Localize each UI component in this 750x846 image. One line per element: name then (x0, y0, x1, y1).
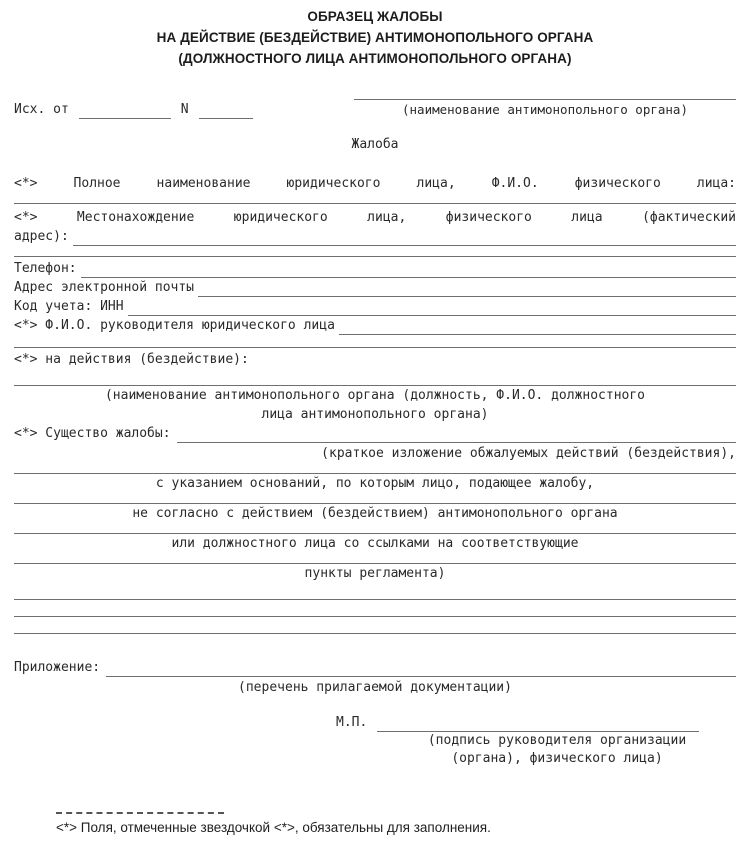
inn-row (14, 297, 736, 316)
actions-caption-2: лица антимонопольного органа) (261, 407, 489, 422)
substance-caption-2: с указанием оснований, по которым лицо, подающее жалобу, (155, 476, 595, 491)
inn-label: Код учета: ИНН (14, 299, 124, 314)
outgoing-label: Исх. от (14, 102, 69, 117)
footnote-text: <*> Поля, отмеченные звездочкой <*>, обязательны для заполнения. (56, 820, 491, 835)
email-input[interactable] (198, 281, 736, 297)
outgoing-number-input[interactable] (199, 104, 253, 119)
phone-input[interactable] (81, 262, 736, 278)
complaint-heading: Жалоба (351, 137, 399, 152)
document-title (0, 0, 750, 69)
stamp-label: М.П. (336, 715, 368, 730)
director-input[interactable] (339, 319, 736, 335)
location-label: <*> Местонахождение юридического лица, физического лица (фактический (14, 210, 736, 225)
signature-caption-2: (органа), физического лица) (451, 751, 663, 766)
authority-name-block (354, 85, 736, 119)
outgoing-date-input[interactable] (79, 104, 171, 119)
full-name-label: <*> Полное наименование юридического лица, Ф.И.О. физического лица: (14, 176, 736, 191)
director-label: <*> Ф.И.О. руководителя юридического лица (14, 318, 335, 333)
substance-caption-4: или должностного лица со ссылками на соответствующие (171, 536, 579, 551)
signature-block (14, 713, 736, 768)
substance-input[interactable] (177, 427, 736, 443)
location-input[interactable] (73, 230, 736, 246)
title-line-1: ОБРАЗЕЦ ЖАЛОБЫ (307, 9, 443, 24)
signature-input[interactable] (377, 716, 699, 732)
authority-name-caption: (наименование антимонопольного органа) (402, 102, 688, 117)
title-line-3: (ДОЛЖНОСТНОГО ЛИЦА АНТИМОНОПОЛЬНОГО ОРГАНА) (178, 51, 572, 66)
footnote-separator (56, 812, 224, 814)
header-outgoing-row (14, 69, 736, 119)
attachment-caption: (перечень прилагаемой документации) (238, 680, 512, 695)
location-label-2: адрес): (14, 229, 69, 244)
number-label: N (180, 102, 189, 117)
phone-label: Телефон: (14, 261, 77, 276)
substance-row (14, 424, 736, 463)
inn-input[interactable] (128, 300, 736, 316)
substance-caption-5: пункты регламента) (304, 566, 446, 581)
director-row (14, 316, 736, 335)
substance-caption-3: не согласно с действием (бездействием) антимонопольного органа (132, 506, 618, 521)
substance-caption-1: (краткое изложение обжалуемых действий (бездействия), (321, 446, 736, 461)
actions-label: <*> на действия (бездействие): (14, 352, 249, 367)
attachment-row (14, 658, 736, 697)
email-label: Адрес электронной почты (14, 280, 195, 295)
email-row (14, 278, 736, 297)
attachment-input[interactable] (106, 661, 736, 677)
signature-caption-1: (подпись руководителя организации (427, 733, 687, 748)
title-line-2: НА ДЕЙСТВИЕ (БЕЗДЕЙСТВИЕ) АНТИМОНОПОЛЬНОГО ОРГАНА (156, 30, 594, 45)
location-row-2 (14, 227, 736, 246)
phone-row (14, 259, 736, 278)
substance-label: <*> Существо жалобы: (14, 426, 171, 441)
actions-caption-1: (наименование антимонопольного органа (должность, Ф.И.О. должностного (104, 388, 646, 403)
authority-name-input[interactable] (354, 85, 736, 100)
attachment-label: Приложение: (14, 660, 101, 675)
